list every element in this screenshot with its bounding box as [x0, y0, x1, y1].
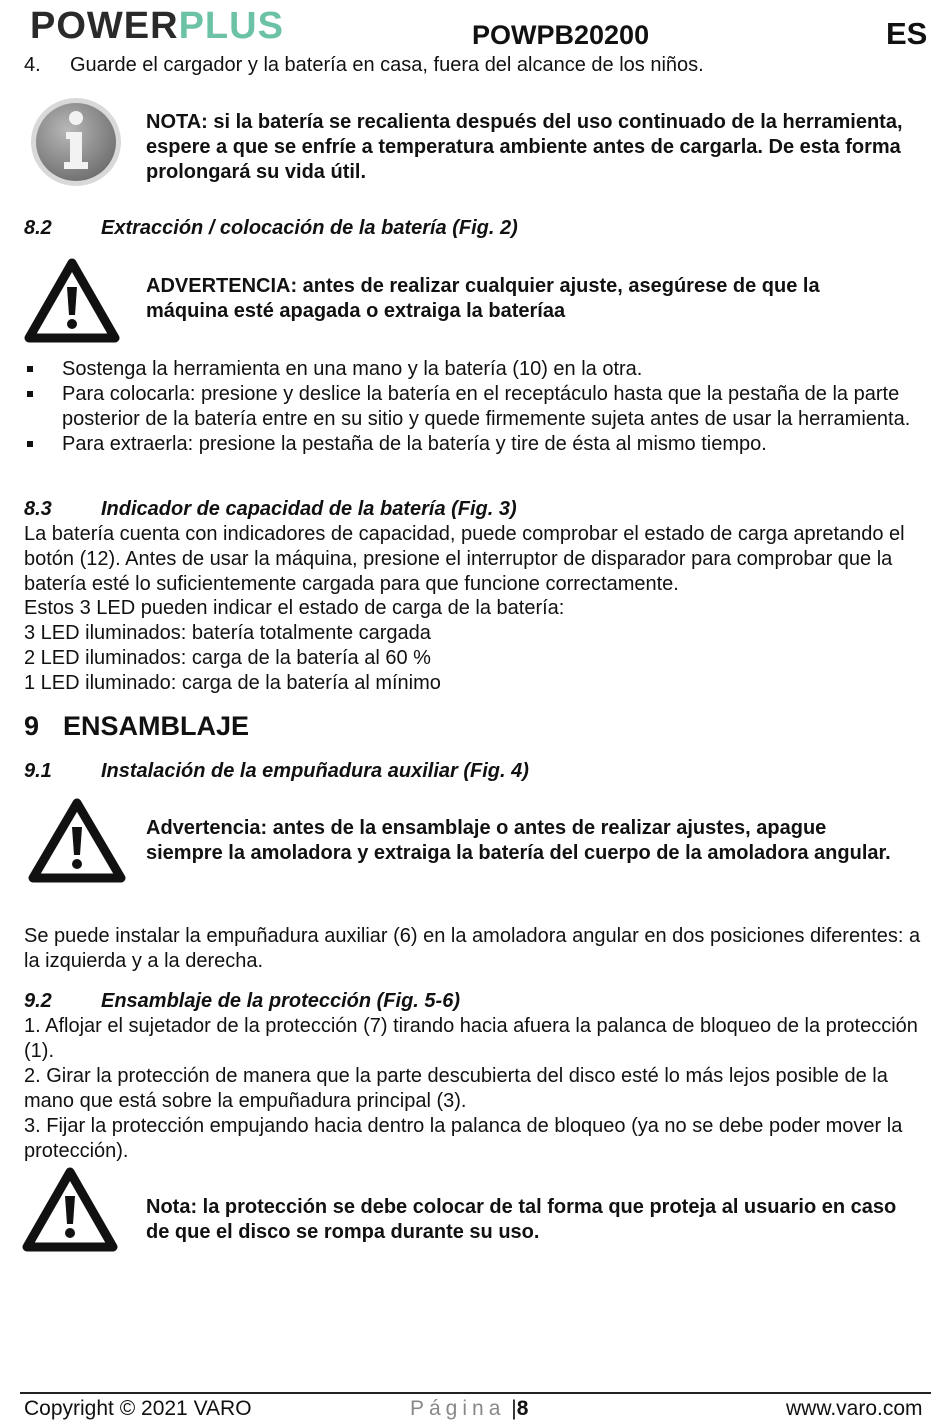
led-3-line: 3 LED iluminados: batería totalmente cargada: [24, 622, 431, 644]
section-number: 8.3: [24, 498, 52, 520]
warning-battery-removal: ADVERTENCIA: antes de realizar cualquier ajuste, asegúrese de que la máquina esté apagada o extraiga la bateríaa: [146, 275, 820, 322]
warning-icon: [24, 257, 120, 348]
section-9-1-heading: [24, 759, 529, 784]
aux-handle-paragraph: Se puede instalar la empuñadura auxiliar (6) en la amoladora angular en dos posiciones diferentes: a la izquierda y a la derecha.: [24, 925, 921, 972]
info-icon: [28, 96, 124, 193]
model-number: POWPB20200: [472, 20, 650, 50]
section-number: 8.2: [24, 217, 52, 239]
section-8-2-heading: [24, 216, 518, 241]
battery-steps-list: [24, 357, 924, 457]
section-title: Ensamblaje de la protección (Fig. 5-6): [101, 990, 460, 1012]
led-1-line: 1 LED iluminado: carga de la batería al mínimo: [24, 672, 441, 694]
footer-copyright: Copyright © 2021 VARO: [24, 1397, 252, 1420]
guard-step-2: 2. Girar la protección de manera que la parte descubierta del disco esté lo más lejos posible de la mano que está sobre la empuñadura principal (3).: [24, 1065, 888, 1112]
section-number: 9.1: [24, 760, 52, 782]
logo-accent-text: PLUS: [178, 5, 284, 47]
section-title: Instalación de la empuñadura auxiliar (Fig. 4): [101, 760, 529, 782]
note-guard-position: Nota: la protección se debe colocar de tal forma que proteja al usuario en caso de que el disco se rompa durante su uso.: [146, 1196, 897, 1243]
warning-icon: [28, 797, 126, 888]
list-item: Para extraerla: presione la pestaña de la batería y tire de ésta al mismo tiempo.: [24, 432, 924, 457]
capacity-paragraph: La batería cuenta con indicadores de capacidad, puede comprobar el estado de carga apretando el botón (12). Antes de usar la máquina, presione el interruptor de disparador para comprobar que la batería esté lo suficientemente cargada para que funcione correctamente.: [24, 523, 905, 595]
list-item: Para colocarla: presione y deslice la batería en el receptáculo hasta que la pestaña de la parte posterior de la batería entre en su sitio y quede firmemente sujeta antes de usar la herramienta.: [24, 382, 924, 432]
led-2-line: 2 LED iluminados: carga de la batería al 60 %: [24, 647, 431, 669]
section-number: 9.2: [24, 990, 52, 1012]
chapter-9-heading: [24, 711, 249, 742]
warning-assembly: Advertencia: antes de la ensamblaje o antes de realizar ajustes, apague siempre la amoladora y extraiga la batería del cuerpo de la amoladora angular.: [146, 817, 891, 864]
list-item-number: 4.: [24, 54, 41, 76]
footer-page-label: [410, 1397, 528, 1421]
footer-website: www.varo.com: [786, 1397, 923, 1420]
note-battery-overheat: NOTA: si la batería se recalienta después del uso continuado de la herramienta, espere a que se enfríe a temperatura ambiente antes de cargarla. De esta forma prolongará su vida útil.: [146, 111, 903, 183]
chapter-number: 9: [24, 711, 40, 741]
brand-logo: [30, 6, 284, 46]
section-8-3-heading: [24, 497, 517, 522]
language-code: ES: [886, 16, 928, 51]
section-title: Indicador de capacidad de la batería (Fig. 3): [101, 498, 517, 520]
chapter-title: ENSAMBLAJE: [63, 711, 250, 741]
page-separator: |: [511, 1397, 517, 1420]
warning-icon: [22, 1166, 118, 1257]
guard-step-1: 1. Aflojar el sujetador de la protección (7) tirando hacia afuera la palanca de bloqueo de la protección (1).: [24, 1015, 918, 1062]
guard-step-3: 3. Fijar la protección empujando hacia dentro la palanca de bloqueo (ya no se debe poder mover la protección).: [24, 1115, 903, 1162]
led-intro-line: Estos 3 LED pueden indicar el estado de carga de la batería:: [24, 597, 565, 619]
footer-divider: [20, 1392, 931, 1394]
list-item: Sostenga la herramienta en una mano y la batería (10) en la otra.: [24, 357, 924, 382]
list-item-text: Guarde el cargador y la batería en casa, fuera del alcance de los niños.: [70, 54, 704, 76]
page-number: 8: [516, 1397, 529, 1420]
section-title: Extracción / colocación de la batería (Fig. 2): [101, 217, 518, 239]
page-word: Página: [410, 1397, 506, 1420]
logo-main-text: POWER: [30, 5, 179, 47]
section-9-2-heading: [24, 989, 460, 1014]
